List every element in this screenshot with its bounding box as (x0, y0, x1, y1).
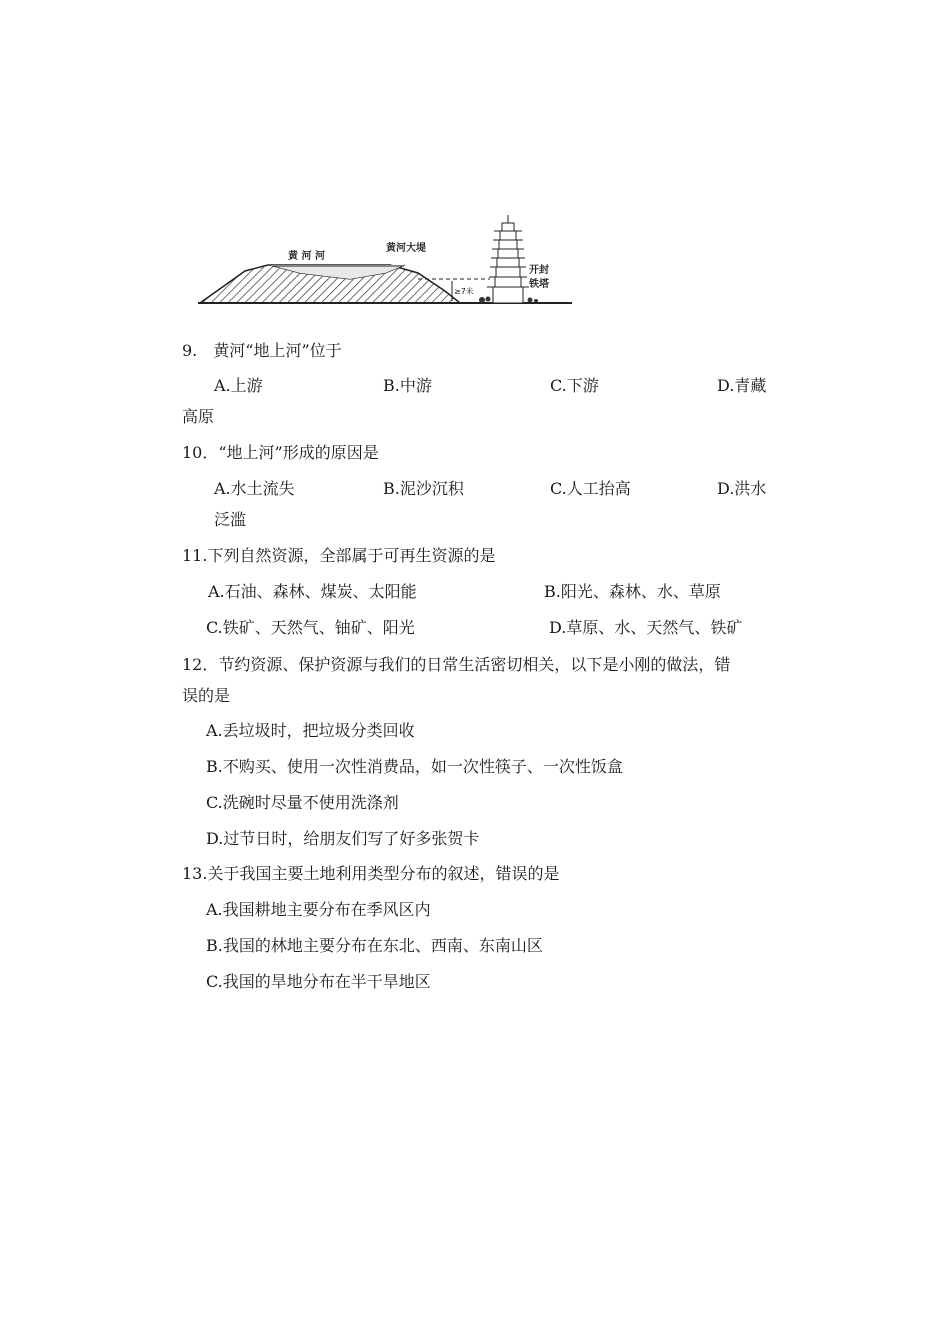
question-9-option-b: B.中游 (383, 376, 432, 395)
question-11-option-a: A.石油、森林、煤炭、太阳能 (208, 582, 417, 601)
iron-pagoda-icon (487, 215, 529, 303)
question-10-option-d-wrap: 泛滥 (214, 510, 247, 529)
height-label: ≥7米 (454, 287, 474, 296)
question-9-option-c: C.下游 (550, 376, 599, 395)
tower-label-line1: 开封 (529, 265, 549, 276)
question-11-option-b: B.阳光、森林、水、草原 (544, 582, 721, 601)
question-9-option-a: A.上游 (214, 376, 263, 395)
tower-label-line2: 铁塔 (529, 279, 549, 290)
question-12-stem-line2: 误的是 (182, 686, 231, 705)
question-12-option-a: A.丢垃圾时，把垃圾分类回收 (206, 721, 415, 740)
question-13-option-b: B.我国的林地主要分布在东北、西南、东南山区 (206, 936, 543, 955)
question-10-option-b: B.泥沙沉积 (383, 479, 464, 498)
levee-label: 黄河大堤 (386, 243, 426, 254)
yellow-river-cross-section-figure (190, 213, 578, 309)
question-9-option-d: D.青藏 (717, 376, 767, 395)
question-10-option-a: A.水土流失 (214, 479, 295, 498)
question-13-stem: 13.关于我国主要土地利用类型分布的叙述，错误的是 (182, 864, 560, 883)
question-11-stem: 11.下列自然资源，全部属于可再生资源的是 (182, 546, 496, 565)
question-12-option-b: B.不购买、使用一次性消费品，如一次性筷子、一次性饭盒 (206, 757, 623, 776)
river-label: 黄 河 河 (288, 251, 325, 262)
question-10-stem: 10．“地上河”形成的原因是 (182, 443, 379, 462)
question-9-option-d-wrap: 高原 (182, 407, 215, 426)
question-12-option-c: C.洗碗时尽量不使用洗涤剂 (206, 793, 399, 812)
cross-section-diagram (190, 213, 578, 309)
question-13-option-a: A.我国耕地主要分布在季风区内 (206, 900, 431, 919)
question-12-option-d: D.过节日时，给朋友们写了好多张贺卡 (206, 829, 480, 848)
question-9-stem: 9. 黄河“地上河”位于 (182, 341, 342, 360)
question-10-option-d: D.洪水 (717, 479, 767, 498)
question-11-option-c: C.铁矿、天然气、铀矿、阳光 (206, 618, 415, 637)
question-13-option-c: C.我国的旱地分布在半干旱地区 (206, 972, 431, 991)
question-12-stem-line1: 12．节约资源、保护资源与我们的日常生活密切相关，以下是小刚的做法，错 (182, 655, 731, 674)
question-11-option-d: D.草原、水、天然气、铁矿 (549, 618, 743, 637)
question-10-option-c: C.人工抬高 (550, 479, 631, 498)
